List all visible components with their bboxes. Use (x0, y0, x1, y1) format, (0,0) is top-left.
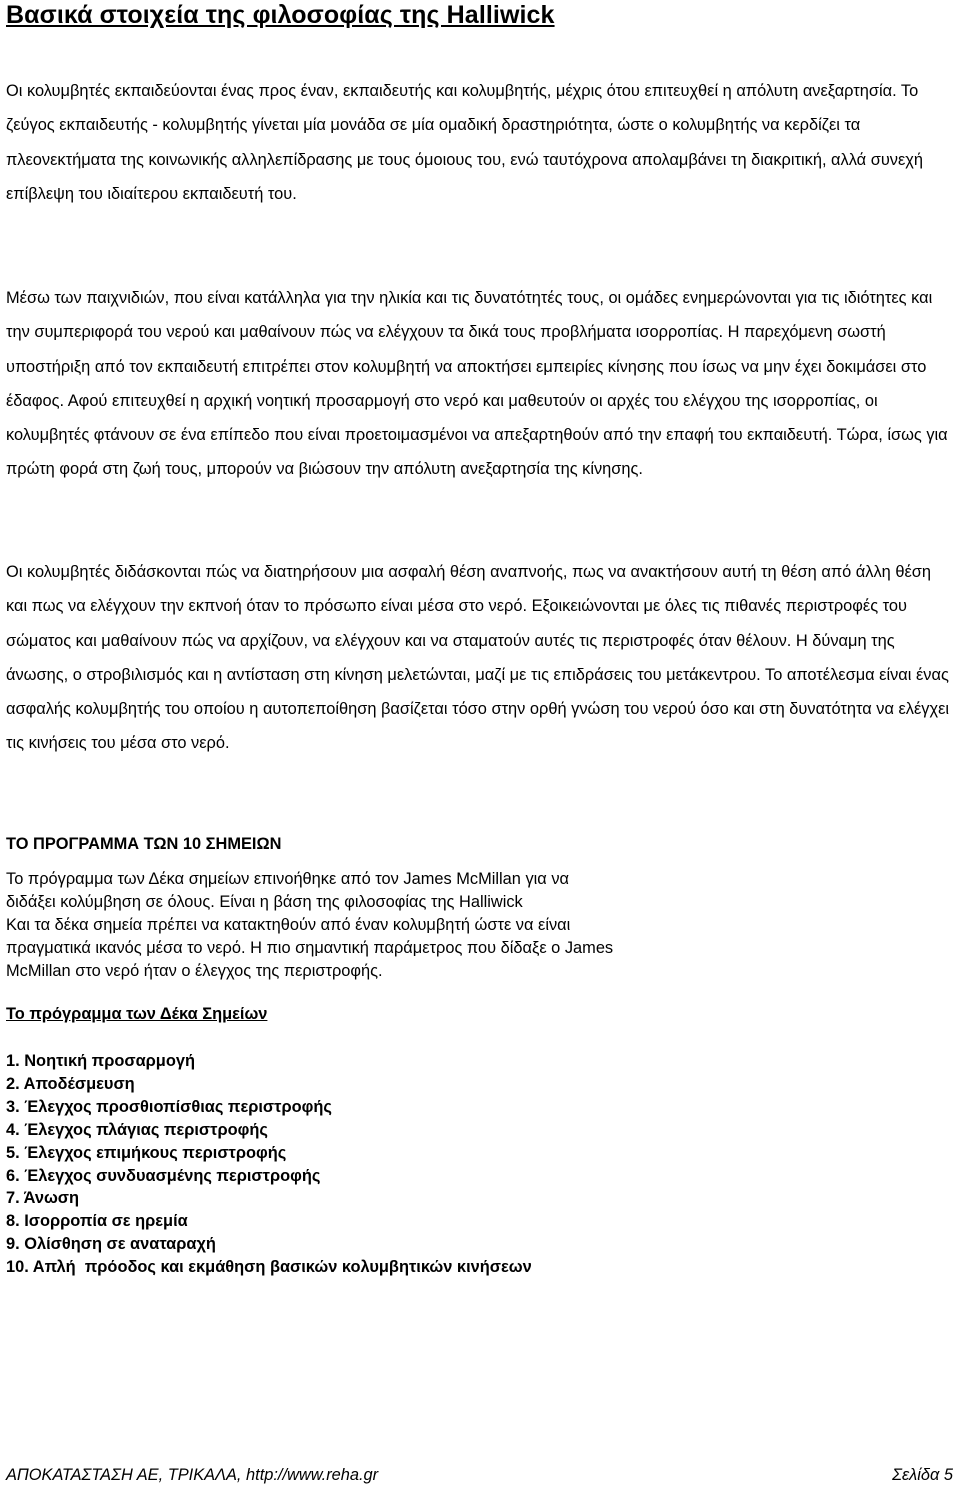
section-heading: ΤΟ ΠΡΟΓΡΑΜΜΑ ΤΩΝ 10 ΣΗΜΕΙΩΝ (6, 835, 282, 853)
list-item: 1. Νοητική προσαρμογή (6, 1052, 195, 1070)
list-item: 2. Αποδέσμευση (6, 1074, 135, 1093)
paragraph-1: Οι κολυμβητές εκπαιδεύονται ένας προς έναν, εκπαιδευτής και κολυμβητής, μέχρις ότου επιτευχθεί η απόλυτη ανεξαρτησία. Το ζεύγος εκπαιδευτής - κολυμβητής γίνεται μία μονάδα σε μία ομαδική δραστηριότητα, ώστε ο κολυμβητής να κερδίζει τα πλεονεκτήματα της κοινωνικής αλληλεπίδρασης με τους όμοιους του, ενώ ταυτόχρονα απολαμβάνει τη διακριτική, αλλά συνεχή επίβλεψη του ιδιαίτερου εκπαιδευτή του. (6, 82, 924, 203)
paragraph-3: Οι κολυμβητές διδάσκονται πώς να διατηρήσουν μια ασφαλή θέση αναπνοής, πως να ανακτήσουν αυτή τη θέση από άλλη θέση και πως να ελέγχουν την εκπνοή όταν το πρόσωπο είναι μέσα στο νερό. Εξοικειώνονται με όλες τις πιθανές περιστροφές του σώματος και μαθαίνουν πώς να αρχίζουν, να ελέγχουν και να σταματούν αυτές τις περιστροφές όταν θέλουν. Η δύναμη της άνωσης, ο στροβιλισμός και η αντίσταση στη κίνηση μελετώνται, μαζί με τις επιδράσεις του μετάκεντρου. Το αποτέλεσμα είναι ένας ασφαλής κολυμβητής του οποίου η αυτοπεποίθηση βασίζεται τόσο στην ορθή γνώση του νερού όσο και στη δυνατότητα να ελέγχει τις κινήσεις του μέσα στο νερό. (6, 563, 950, 753)
list-item: 4. Έλεγχος πλάγιας περιστροφής (6, 1120, 268, 1139)
list-item: 3. Έλεγχος προσθιοπίσθιας περιστροφής (6, 1097, 332, 1116)
list-item: 6. Έλεγχος συνδυασμένης περιστροφής (6, 1166, 321, 1185)
list-item: 9. Ολίσθηση σε αναταραχή (6, 1235, 216, 1254)
footer-page-number: Σελίδα 5 (892, 1466, 953, 1484)
intro-line: πραγματικά ικανός μέσα το νερό. Η πιο σημαντική παράμετρος που δίδαξε ο James (6, 939, 614, 958)
intro-line: διδάξει κολύμβηση σε όλους. Είναι η βάση της φιλοσοφίας της Halliwick (6, 893, 523, 912)
program-intro (6, 868, 766, 983)
ten-points-list (6, 1050, 532, 1279)
paragraph-2: Μέσω των παιχνιδιών, που είναι κατάλληλα για την ηλικία και τις δυνατότητές τους, οι ομάδες ενημερώνονται για τις ιδιότητες και την συμπεριφορά του νερού και μαθαίνουν πώς να ελέγχουν τα δικά τους προβλήματα ισορροπίας. Η παρεχόμενη σωστή υποστήριξη από τον εκπαιδευτή επιτρέπει στον κολυμβητή να αποκτήσει εμπειρίες κίνησης που ίσως να μην έχει δοκιμάσει στο έδαφος. Αφού επιτευχθεί η αρχική νοητική προσαρμογή στο νερό και μαθευτούν οι αρχές του ελέγχου της ισορροπίας, οι κολυμβητές φτάνουν σε ένα επίπεδο που είναι προετοιμασμένοι να απεξαρτηθούν από την επαφή του εκπαιδευτή. Τώρα, ίσως για πρώτη φορά στη ζωή τους, μπορούν να βιώσουν την απόλυτη ανεξαρτησία της κίνησης. (6, 289, 948, 479)
footer-source: ΑΠΟΚΑΤΑΣΤΑΣΗ ΑΕ, ΤΡΙΚΑΛΑ, http://www.reha.gr (6, 1466, 379, 1484)
document-page (6, 0, 956, 1277)
intro-line: Το πρόγραμμα των Δέκα σημείων επινοήθηκε από τον James McMillan για να (6, 870, 569, 888)
list-item: 7. Άνωση (6, 1189, 80, 1208)
list-item: 5. Έλεγχος επιμήκους περιστροφής (6, 1143, 287, 1162)
intro-line: McMillan στο νερό ήταν ο έλεγχος της περιστροφής. (6, 962, 383, 981)
intro-line: Και τα δέκα σημεία πρέπει να κατακτηθούν από έναν κολυμβητή ώστε να είναι (6, 916, 571, 935)
program-heading: Το πρόγραμμα των Δέκα Σημείων (6, 1005, 268, 1023)
list-item: 10. Απλή πρόοδος και εκμάθηση βασικών κολυμβητικών κινήσεων (6, 1258, 532, 1277)
list-item: 8. Ισορροπία σε ηρεμία (6, 1212, 188, 1231)
page-title: Βασικά στοιχεία της φιλοσοφίας της Halliwick (6, 1, 555, 29)
